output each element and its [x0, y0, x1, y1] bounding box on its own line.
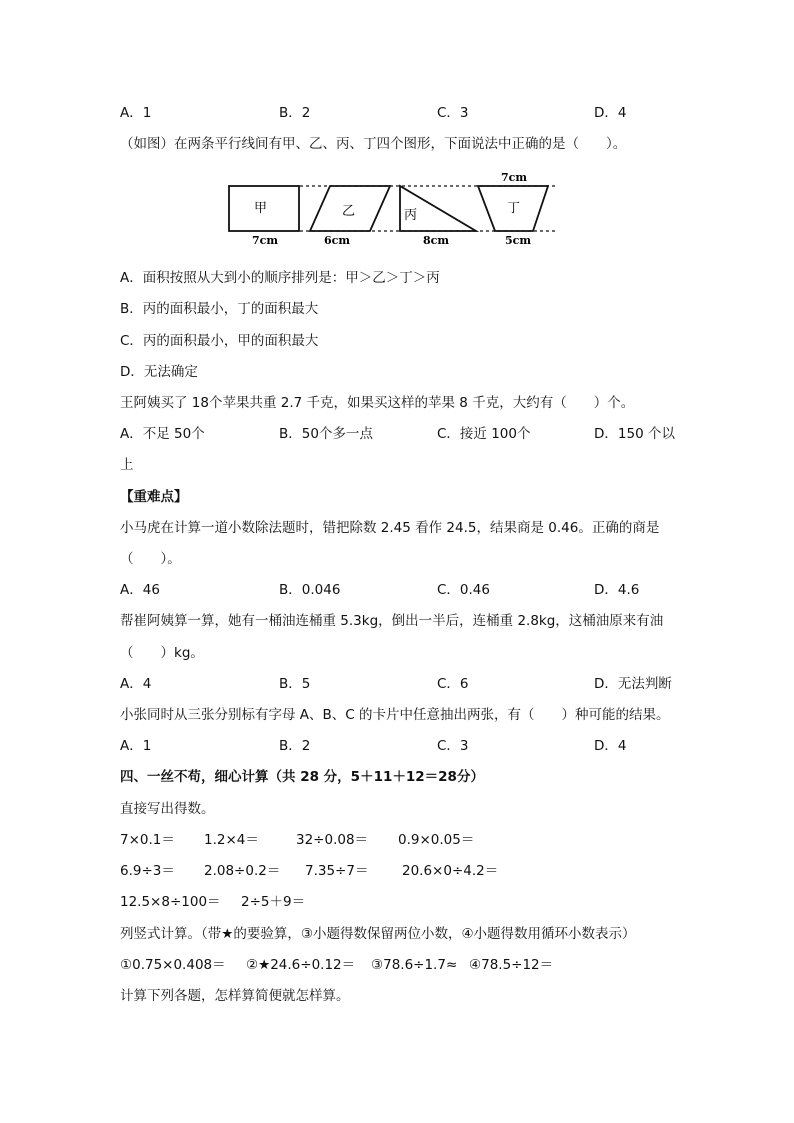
label-bing: 丙 [404, 208, 418, 223]
part-four-heading: 四、一丝不苟，细心计算（共 28 分，5＋11＋12＝28分） [120, 769, 484, 785]
cards-question-stem: 小张同时从三张分别标有字母 A、B、C 的卡片中任意抽出两张，有（ ）种可能的结果。 [120, 707, 670, 723]
label-ding: 丁 [507, 201, 521, 216]
division-question-stem-2: （ ）。 [120, 551, 181, 567]
division-option-b[interactable]: B．0.046 [279, 582, 341, 598]
apples-option-d[interactable]: D．150 个以 [594, 426, 675, 442]
direct-calc-item: 32÷0.08＝ [296, 832, 369, 848]
division-option-a[interactable]: A．46 [120, 582, 160, 598]
cards-option-c[interactable]: C．3 [437, 738, 469, 754]
figure-option-c[interactable]: C．丙的面积最小，甲的面积最大 [120, 333, 319, 349]
division-option-d[interactable]: D．4.6 [594, 582, 640, 598]
vertical-calc-item: ②★24.6÷0.12＝ [246, 957, 356, 973]
direct-calc-item: 7.35÷7＝ [305, 863, 369, 879]
label-yi: 乙 [342, 204, 356, 219]
direct-calc-title: 直接写出得数。 [120, 801, 215, 817]
cards-option-b[interactable]: B．2 [279, 738, 311, 754]
vertical-calc-item: ①0.75×0.408＝ [120, 957, 226, 973]
oil-option-b[interactable]: B．5 [279, 676, 311, 692]
direct-calc-item: 1.2×4＝ [204, 832, 259, 848]
label-bottom-bing: 8cm [423, 234, 449, 247]
label-bottom-ding: 5cm [505, 234, 531, 247]
vertical-calc-item: ③78.6÷1.7≈ [371, 957, 458, 973]
section-heading-key-points: 【重难点】 [120, 489, 188, 505]
apples-option-a[interactable]: A．不足 50个 [120, 426, 205, 442]
division-question-stem-1: 小马虎在计算一道小数除法题时，错把除数 2.45 看作 24.5，结果商是 0.46。正确的商是 [120, 520, 660, 536]
direct-calc-item: 6.9÷3＝ [120, 863, 175, 879]
oil-option-a[interactable]: A．4 [120, 676, 152, 692]
label-top-7cm: 7cm [501, 171, 527, 184]
apples-option-b[interactable]: B．50个多一点 [279, 426, 373, 442]
label-jia: 甲 [254, 201, 268, 216]
direct-calc-item: 20.6×0÷4.2＝ [402, 863, 499, 879]
cards-option-d[interactable]: D．4 [594, 738, 627, 754]
cards-option-a[interactable]: A．1 [120, 738, 152, 754]
prev-option-b[interactable]: B．2 [279, 105, 311, 121]
figure-question-stem: （如图）在两条平行线间有甲、乙、丙、丁四个图形，下面说法中正确的是（ ）。 [120, 136, 627, 152]
direct-calc-item: 7×0.1＝ [120, 832, 175, 848]
parallel-lines-figure [220, 168, 565, 248]
direct-calc-item: 2÷5＋9＝ [241, 894, 306, 910]
division-option-c[interactable]: C．0.46 [437, 582, 490, 598]
simplify-calc-title: 计算下列各题，怎样算简便就怎样算。 [120, 988, 350, 1004]
oil-option-d[interactable]: D．无法判断 [594, 676, 672, 692]
apples-option-c[interactable]: C．接近 100个 [437, 426, 531, 442]
oil-option-c[interactable]: C．6 [437, 676, 469, 692]
prev-option-c[interactable]: C．3 [437, 105, 469, 121]
direct-calc-item: 0.9×0.05＝ [398, 832, 475, 848]
figure-option-a[interactable]: A．面积按照从大到小的顺序排列是：甲＞乙＞丁＞丙 [120, 270, 440, 286]
figure-option-b[interactable]: B．丙的面积最小，丁的面积最大 [120, 301, 319, 317]
oil-question-stem-1: 帮崔阿姨算一算，她有一桶油连桶重 5.3kg，倒出一半后，连桶重 2.8kg，这桶油原来有油 [120, 613, 664, 629]
label-bottom-jia: 7cm [252, 234, 278, 247]
prev-option-d[interactable]: D．4 [594, 105, 627, 121]
apples-option-d-wrap: 上 [120, 457, 134, 473]
vertical-calc-title: 列竖式计算。（带★的要验算，③小题得数保留两位小数，④小题得数用循环小数表示） [120, 926, 636, 942]
figure-option-d[interactable]: D．无法确定 [120, 364, 198, 380]
apples-question-stem: 王阿姨买了 18个苹果共重 2.7 千克，如果买这样的苹果 8 千克，大约有（ ）个。 [120, 395, 635, 411]
direct-calc-item: 12.5×8÷100＝ [120, 894, 221, 910]
oil-question-stem-2: （ ）kg。 [120, 645, 204, 661]
direct-calc-item: 2.08÷0.2＝ [204, 863, 281, 879]
prev-option-a[interactable]: A．1 [120, 105, 152, 121]
label-bottom-yi: 6cm [324, 234, 350, 247]
vertical-calc-item: ④78.5÷12＝ [469, 957, 554, 973]
